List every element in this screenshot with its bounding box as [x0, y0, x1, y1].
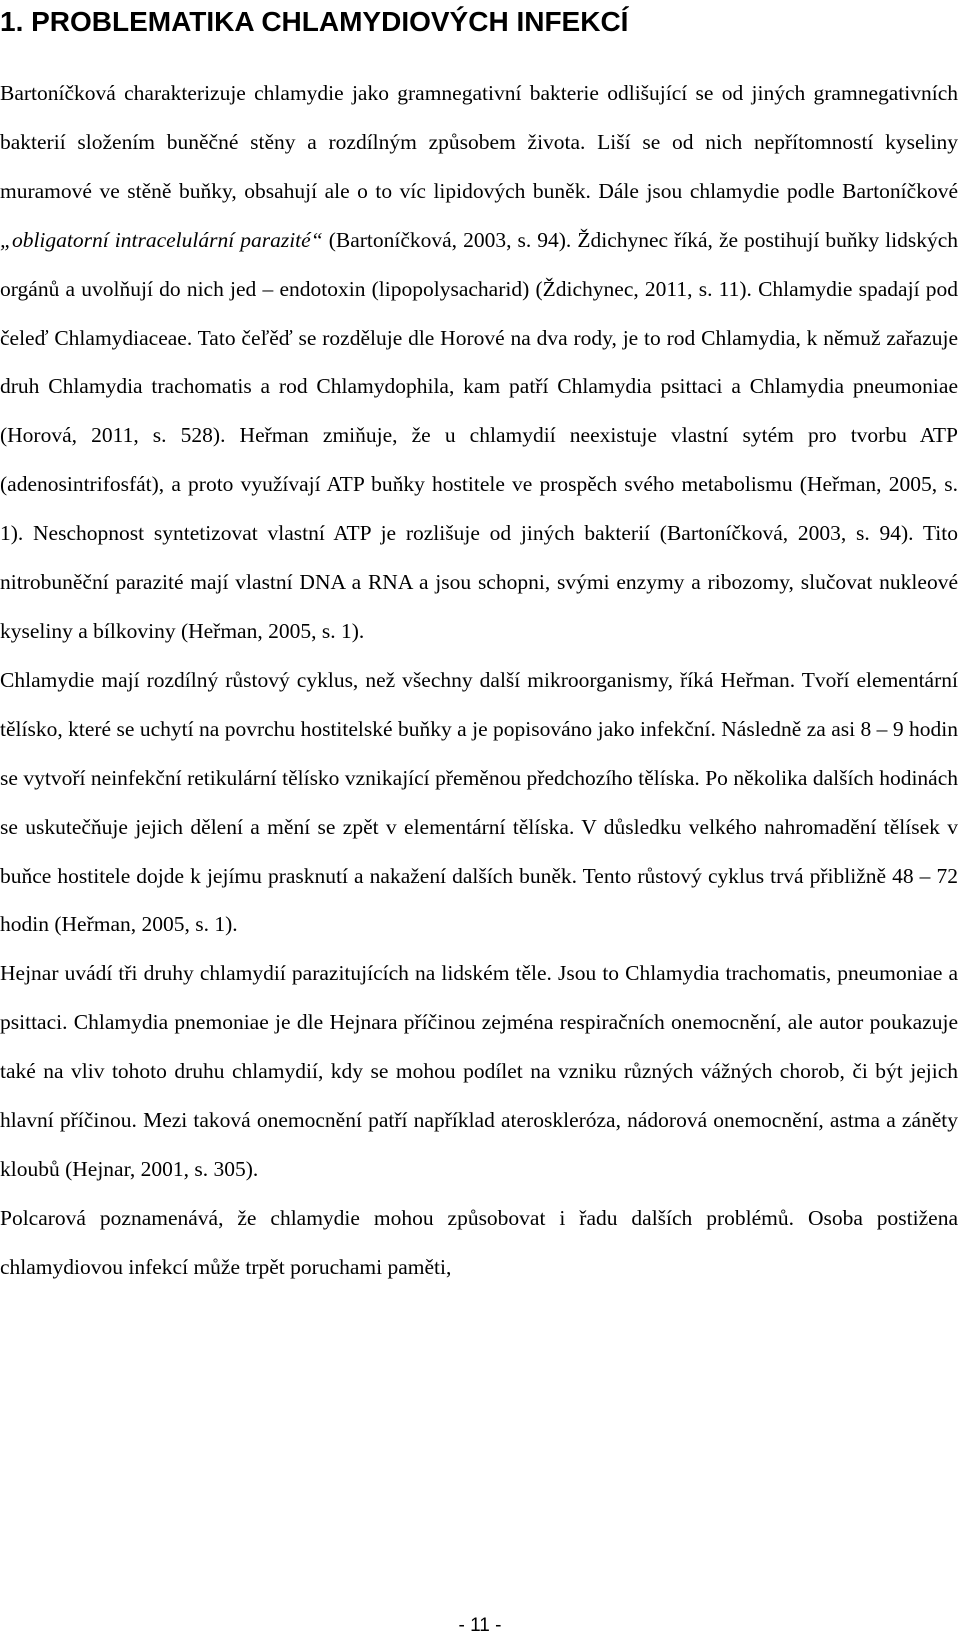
- paragraph-other-problems: Polcarová poznamenává, že chlamydie mohou způsobovat i řadu dalších problémů. Osoba postižena chlamydiovou infekcí může trpět poruchami paměti,: [0, 1205, 958, 1279]
- body-text: [0, 69, 958, 1292]
- paragraph-growth-cycle: Chlamydie mají rozdílný růstový cyklus, než všechny další mikroorganismy, říká Heřman. Tvoří elementární tělísko, které se uchytí na povrchu hostitelské buňky a je popisováno jako infekční. Následně za asi 8 – 9 hodin se vytvoří neinfekční retikulární tělísko vznikající přeměnou předchozího tělíska. Po několika dalších hodinách se uskutečňuje jejich dělení a mění se zpět v elementární tělíska. V důsledku velkého nahromadění tělísek v buňce hostitele dojde k jejímu prasknutí a nakažení dalších buněk. Tento růstový cyklus trvá přibližně 48 – 72 hodin (Heřman, 2005, s. 1).: [0, 667, 958, 937]
- page-number: - 11 -: [458, 1615, 502, 1636]
- paragraph-intro-text-before: Bartoníčková charakterizuje chlamydie jako gramnegativní bakterie odlišující se od jiných gramnegativních bakterií složením buněčné stěny a rozdílným způsobem života. Liší se od nich nepřítomností kyseliny muramové ve stěně buňky, obsahují ale o to víc lipidových buněk. Dále jsou chlamydie podle Bartoníčkové: [0, 81, 958, 203]
- paragraph-intro-text-after: (Bartoníčková, 2003, s. 94). Ždichynec říká, že postihují buňky lidských orgánů a uvolňují do nich jed – endotoxin (lipopolysacharid) (Ždichynec, 2011, s. 11). Chlamydie spadají pod čeleď Chlamydiaceae. Tato čeľěď se rozděluje dle Horové na dva rody, je to rod Chlamydia, k němuž zařazuje druh Chlamydia trachomatis a rod Chlamydophila, kam patří Chlamydia psittaci a Chlamydia pneumoniae (Horová, 2011, s. 528). Heřman zmiňuje, že u chlamydií neexistuje vlastní sytém pro tvorbu ATP (adenosintrifosfát), a proto využívají ATP buňky hostitele ve prospěch svého metabolismu (Heřman, 2005, s. 1). Neschopnost syntetizovat vlastní ATP je rozlišuje od jiných bakterií (Bartoníčková, 2003, s. 94). Tito nitrobuněční parazité mají vlastní DNA a RNA a jsou schopni, svými enzymy a ribozomy, slučovat nukleové kyseliny a bílkoviny (Heřman, 2005, s. 1).: [0, 227, 958, 643]
- paragraph-species: Hejnar uvádí tři druhy chlamydií parazitujících na lidském těle. Jsou to Chlamydia trachomatis, pneumoniae a psittaci. Chlamydia pnemoniae je dle Hejnara příčinou zejména respiračních onemocnění, ale autor poukazuje také na vliv tohoto druhu chlamydií, kdy se mohou podílet na vzniku různých vážných chorob, či být jejich hlavní příčinou. Mezi taková onemocnění patří například ateroskleróza, nádorová onemocnění, astma a záněty kloubů (Hejnar, 2001, s. 305).: [0, 961, 958, 1181]
- italic-quote: „obligatorní intracelulární parazité“: [0, 227, 323, 252]
- chapter-heading: 1. PROBLEMATIKA CHLAMYDIOVÝCH INFEKCÍ: [0, 6, 629, 37]
- paragraph-intro: [0, 69, 958, 656]
